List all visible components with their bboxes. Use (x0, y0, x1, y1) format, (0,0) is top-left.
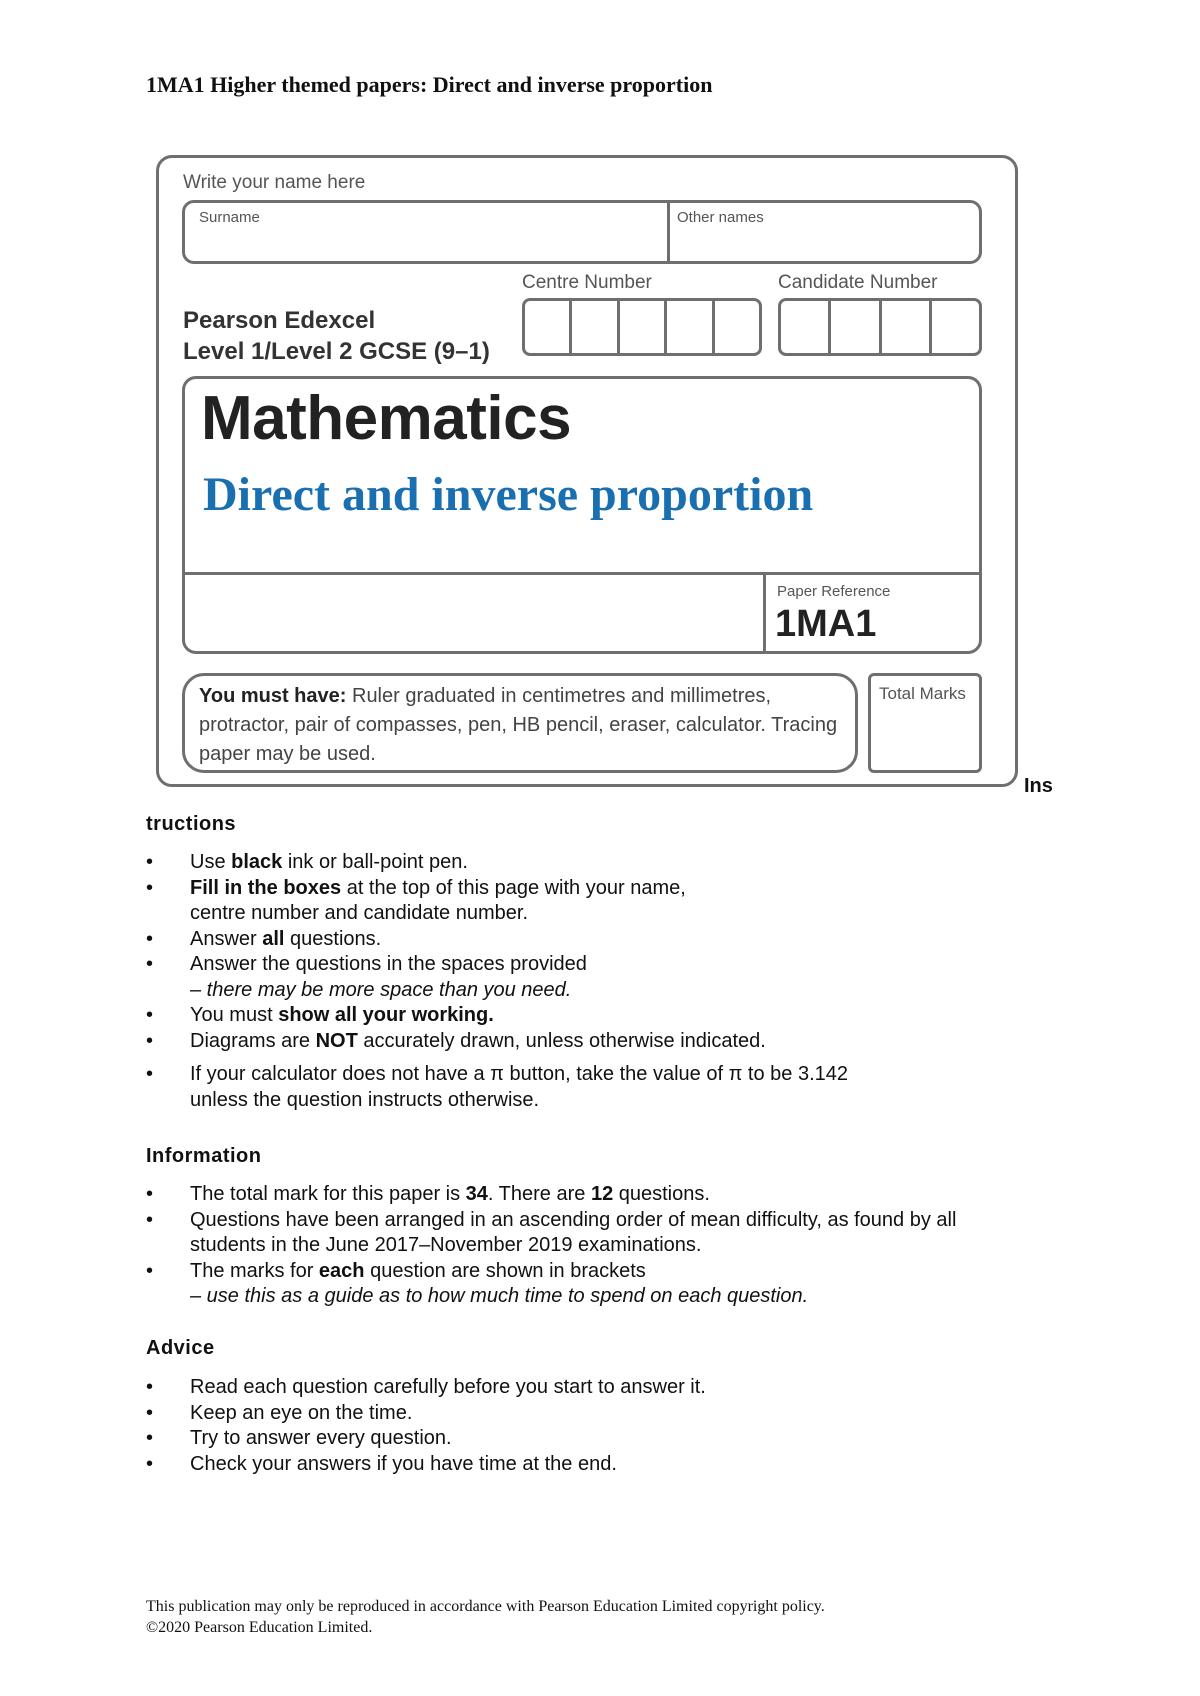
list-item: • You must show all your working. (146, 1003, 848, 1029)
subject-title: Mathematics (201, 384, 572, 453)
copyright-policy: This publication may only be reproduced in accordance with Pearson Education Limited copyright policy. (146, 1598, 825, 1615)
surname-label: Surname (199, 209, 260, 226)
candidate-number-boxes[interactable] (778, 298, 982, 356)
centre-number-label: Centre Number (522, 272, 652, 293)
instructions-heading: tructions (146, 813, 237, 835)
qualification-level: Level 1/Level 2 GCSE (9–1) (183, 338, 490, 365)
must-have-list: Ruler graduated in centimetres and millimetres, protractor, pair of compasses, pen, HB pencil, eraser, calculator. Tracing paper may be used. (199, 685, 838, 765)
footer (146, 1596, 825, 1638)
list-item: • Use black ink or ball-point pen. (146, 850, 848, 876)
name-field[interactable] (182, 200, 982, 264)
name-divider (667, 203, 670, 261)
paper-reference-divider (763, 572, 766, 651)
total-marks-box[interactable] (868, 673, 982, 773)
list-item: • If your calculator does not have a π button, take the value of π to be 3.142 unless the question instructs otherwise. (146, 1062, 848, 1113)
other-names-label: Other names (677, 209, 764, 226)
information-list (146, 1182, 956, 1310)
list-item: • The total mark for this paper is 34. There are 12 questions. (146, 1182, 956, 1208)
title-panel (182, 376, 982, 654)
instructions-list (146, 850, 848, 1113)
information-heading: Information (146, 1145, 262, 1167)
copyright-notice: ©2020 Pearson Education Limited. (146, 1619, 373, 1636)
paper-title: Direct and inverse proportion (203, 468, 814, 521)
list-item: • Try to answer every question. (146, 1426, 706, 1452)
candidate-number-label: Candidate Number (778, 272, 938, 293)
centre-number-boxes[interactable] (522, 298, 762, 356)
exam-board: Pearson Edexcel (183, 307, 376, 334)
list-item: • Read each question carefully before you start to answer it. (146, 1375, 706, 1401)
list-item: • Questions have been arranged in an ascending order of mean difficulty, as found by all students in the June 2017–November 2019 examinations. (146, 1208, 956, 1259)
equipment-box (182, 673, 858, 773)
title-divider (185, 572, 979, 575)
list-item: • Answer all questions. (146, 927, 848, 953)
instructions-heading-start: Ins (1024, 775, 1053, 797)
list-item: • Answer the questions in the spaces provided – there may be more space than you need. (146, 952, 848, 1003)
paper-reference-code: 1MA1 (775, 603, 877, 645)
document-header: 1MA1 Higher themed papers: Direct and inverse proportion (146, 72, 713, 97)
advice-list (146, 1375, 706, 1477)
advice-heading: Advice (146, 1337, 215, 1359)
list-item: • Fill in the boxes at the top of this page with your name, centre number and candidate number. (146, 876, 848, 927)
must-have-label: You must have: (199, 685, 347, 707)
list-item: • Diagrams are NOT accurately drawn, unless otherwise indicated. (146, 1029, 848, 1055)
paper-reference-label: Paper Reference (777, 583, 891, 600)
list-item: • The marks for each question are shown in brackets – use this as a guide as to how much time to spend on each question. (146, 1259, 956, 1310)
list-item: • Check your answers if you have time at the end. (146, 1452, 706, 1478)
write-name-label: Write your name here (183, 172, 366, 193)
total-marks-label: Total Marks (879, 684, 966, 703)
equipment-text (199, 682, 849, 769)
list-item: • Keep an eye on the time. (146, 1401, 706, 1427)
